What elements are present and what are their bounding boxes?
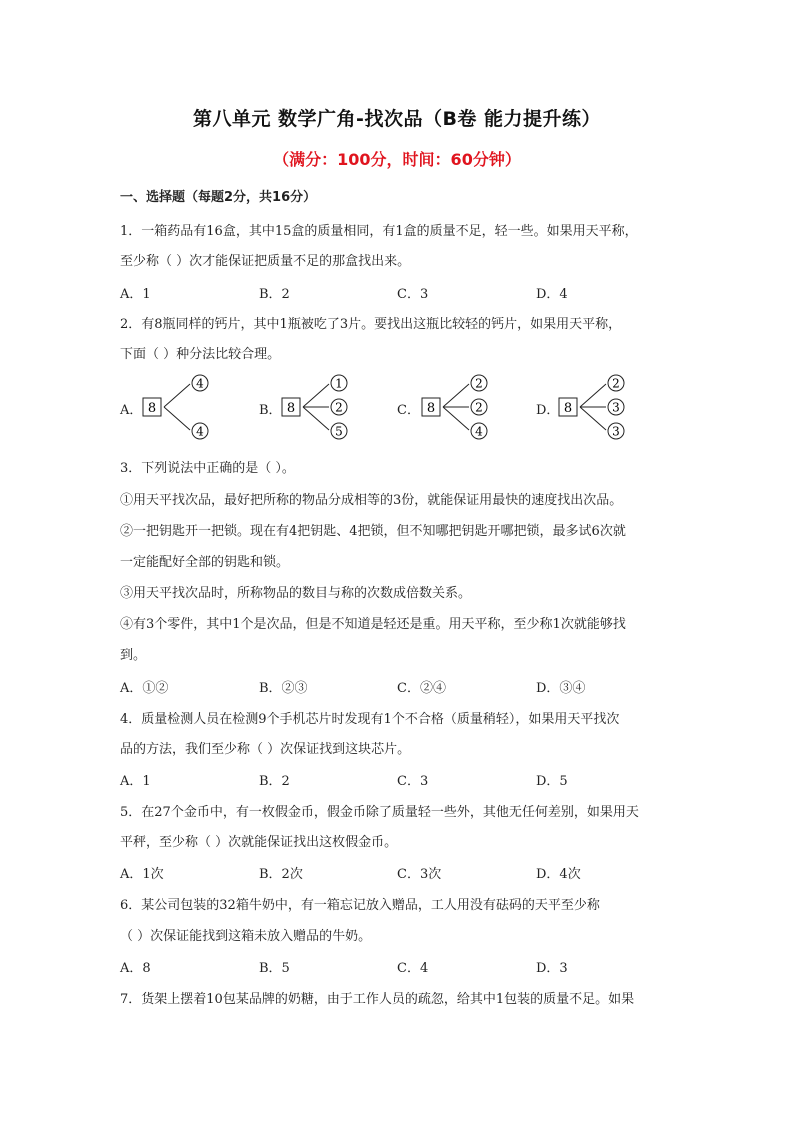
question-4-line-1: 4．质量检测人员在检测9个手机芯片时发现有1个不合格（质量稍轻），如果用天平找次 — [120, 712, 620, 727]
question-4-line-2: 品的方法，我们至少称（ ）次保证找到这块芯片。 — [120, 742, 411, 757]
q2-option-d-label: D． — [536, 403, 560, 418]
group-count: 3 — [612, 424, 620, 439]
group-count: 5 — [335, 424, 343, 439]
branch-line — [443, 407, 469, 430]
q1-option-b: B．2 — [259, 287, 290, 302]
q2-option-d-diagram — [556, 372, 666, 442]
question-3-statement-4b: 到。 — [120, 648, 147, 663]
question-5-line-1: 5．在27个金币中，有一枚假金币，假金币除了质量轻一些外，其他无任何差别，如果用天 — [120, 805, 639, 820]
question-6-line-2: （ ）次保证能找到这箱未放入赠品的牛奶。 — [120, 929, 372, 944]
question-6-line-1: 6．某公司包装的32箱牛奶中，有一箱忘记放入赠品，工人用没有砝码的天平至少称 — [120, 898, 600, 913]
q5-option-a: A．1次 — [120, 867, 164, 882]
branch-line — [303, 384, 329, 407]
branch-line — [580, 407, 606, 430]
q5-option-d: D．4次 — [536, 867, 581, 882]
q3-option-c: C．②④ — [397, 681, 446, 696]
q4-option-c: C．3 — [397, 774, 429, 789]
q1-option-d: D．4 — [536, 287, 568, 302]
branch-line — [580, 384, 606, 407]
q2-option-c-label: C． — [397, 403, 420, 418]
q5-option-b: B．2次 — [259, 867, 303, 882]
group-count: 1 — [335, 376, 343, 391]
branch-line — [303, 407, 329, 430]
page-title: 第八单元 数学广角-找次品（B卷 能力提升练） — [192, 108, 602, 130]
question-3-statement-1: ①用天平找次品，最好把所称的物品分成相等的3份，就能保证用最快的速度找出次品。 — [120, 493, 623, 508]
bottle-count: 8 — [563, 401, 573, 416]
question-2-line-1: 2．有8瓶同样的钙片，其中1瓶被吃了3片。要找出这瓶比较轻的钙片，如果用天平称， — [120, 317, 622, 332]
question-3-statement-4a: ④有3个零件，其中1个是次品，但是不知道是轻还是重。用天平称，至少称1次就能够找 — [120, 617, 626, 632]
group-count: 4 — [196, 376, 204, 391]
branch-line — [164, 407, 190, 430]
q1-option-c: C．3 — [397, 287, 429, 302]
group-count: 4 — [196, 424, 204, 439]
q2-option-a-diagram — [140, 372, 250, 442]
question-3-line-1: 3．下列说法中正确的是（ ）。 — [120, 461, 295, 476]
q3-option-b: B．②③ — [259, 681, 308, 696]
q3-option-d: D．③④ — [536, 681, 586, 696]
q6-option-d: D．3 — [536, 961, 568, 976]
bottle-count: 8 — [286, 401, 296, 416]
group-count: 4 — [475, 424, 483, 439]
bottle-count: 8 — [426, 401, 436, 416]
q5-option-c: C．3次 — [397, 867, 442, 882]
q2-option-b-diagram — [279, 372, 389, 442]
group-count: 3 — [612, 400, 620, 415]
question-7-line-1: 7．货架上摆着10包某品牌的奶糖，由于工作人员的疏忽，给其中1包装的质量不足。如果 — [120, 992, 635, 1007]
group-count: 2 — [612, 376, 620, 391]
question-2-line-2: 下面（ ）种分法比较合理。 — [120, 347, 281, 362]
q1-option-a: A．1 — [120, 287, 151, 302]
question-3-statement-2a: ②一把钥匙开一把锁。现在有4把钥匙、4把锁，但不知哪把钥匙开哪把锁，最多试6次就 — [120, 524, 626, 539]
question-3-statement-3: ③用天平找次品时，所称物品的数目与称的次数成倍数关系。 — [120, 586, 472, 601]
q2-option-c-diagram — [419, 372, 529, 442]
q4-option-d: D．5 — [536, 774, 568, 789]
exam-info: （满分：100分，时间：60分钟） — [273, 150, 521, 169]
q3-option-a: A．①② — [120, 681, 169, 696]
branch-line — [443, 384, 469, 407]
question-3-statement-2b: 一定能配好全部的钥匙和锁。 — [120, 555, 290, 570]
bottle-count: 8 — [147, 401, 157, 416]
q4-option-a: A．1 — [120, 774, 151, 789]
q2-option-b-label: B． — [259, 403, 282, 418]
question-1-line-2: 至少称（ ）次才能保证把质量不足的那盒找出来。 — [120, 254, 411, 269]
q4-option-b: B．2 — [259, 774, 290, 789]
q6-option-b: B．5 — [259, 961, 290, 976]
group-count: 2 — [475, 400, 483, 415]
q6-option-a: A．8 — [120, 961, 151, 976]
group-count: 2 — [335, 400, 343, 415]
section-heading: 一、选择题（每题2分，共16分） — [120, 190, 317, 205]
q2-option-a-label: A． — [120, 403, 143, 418]
branch-line — [164, 384, 190, 407]
q6-option-c: C．4 — [397, 961, 429, 976]
group-count: 2 — [475, 376, 483, 391]
question-5-line-2: 平秤，至少称（ ）次就能保证找出这枚假金币。 — [120, 835, 398, 850]
question-1-line-1: 1．一箱药品有16盒，其中15盒的质量相同，有1盒的质量不足，轻一些。如果用天平称， — [120, 224, 638, 239]
